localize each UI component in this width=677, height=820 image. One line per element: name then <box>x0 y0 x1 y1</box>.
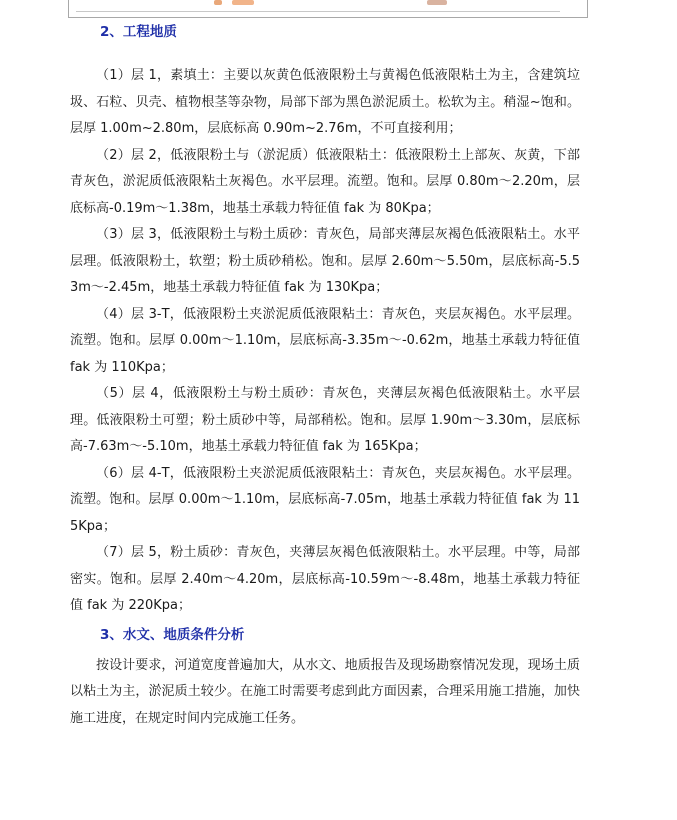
layer-paragraph: （3）层 3，低液限粉土与粉土质砂：青灰色，局部夹薄层灰褐色低液限粘土。水平层理。低液限粉土，软塑；粉土质砂稍松。饱和。层厚 2.60m～5.50m，层底标高-5.53m～-2.45m，地基土承载力特征值 fak 为 130Kpa； <box>70 227 580 295</box>
layer-paragraph: （4）层 3-T，低液限粉土夹淤泥质低液限粘土：青灰色，夹层灰褐色。水平层理。流塑。饱和。层厚 0.00m～1.10m，层底标高-3.35m～-0.62m，地基土承载力特征值 fak 为 110Kpa； <box>70 306 580 375</box>
layer-paragraph: （7）层 5，粉土质砂：青灰色，夹薄层灰褐色低液限粘土。水平层理。中等，局部密实。饱和。层厚 2.40m～4.20m，层底标高-10.59m～-8.48m，地基土承载力特征值 fak 为 220Kpa； <box>70 545 580 613</box>
section-heading-geology: 2、工程地质 <box>100 24 177 40</box>
analysis-paragraph: 按设计要求，河道宽度普遍加大，从水文、地质报告及现场勘察情况发现，现场土质以粘土为主，淤泥质土较少。在施工时需要考虑到此方面因素，合理采用施工措施，加快施工进度，在规定时间内完成施工任务。 <box>70 657 580 726</box>
section-heading-hydrology: 3、水文、地质条件分析 <box>100 626 245 643</box>
layer-paragraph: （5）层 4，低液限粉土与粉土质砂：青灰色，夹薄层灰褐色低液限粘土。水平层理。低液限粉土可塑；粉土质砂中等，局部稍松。饱和。层厚 1.90m～3.30m，层底标高-7.63m～-5.10m，地基土承载力特征值 fak 为 165Kpa； <box>70 386 580 454</box>
layer-paragraph: （1）层 1，素填土：主要以灰黄色低液限粉土与黄褐色低液限粘土为主，含建筑垃圾、石粒、贝壳、植物根茎等杂物，局部下部为黑色淤泥质土。松软为主。稍湿~饱和。层厚 1.00m~2.80m，层底标高 0.90m~2.76m，不可直接利用； <box>70 68 580 136</box>
layer-paragraph: （2）层 2，低液限粉土与（淤泥质）低液限粘土：低液限粉土上部灰、灰黄，下部青灰色，淤泥质低液限粘土灰褐色。水平层理。流塑。饱和。层厚 0.80m～2.20m，层底标高-0.19m～1.38m，地基土承载力特征值 fak 为 80Kpa； <box>70 147 580 216</box>
header-image-fragment <box>214 0 222 5</box>
document-body <box>70 22 580 732</box>
layer-paragraph: （6）层 4-T，低液限粉土夹淤泥质低液限粘土：青灰色，夹层灰褐色。水平层理。流塑。饱和。层厚 0.00m～1.10m，层底标高-7.05m，地基土承载力特征值 fak 为 115Kpa； <box>70 465 580 534</box>
header-image-fragment <box>427 0 447 5</box>
header-rule <box>76 0 560 12</box>
header-image-fragment <box>232 0 254 5</box>
